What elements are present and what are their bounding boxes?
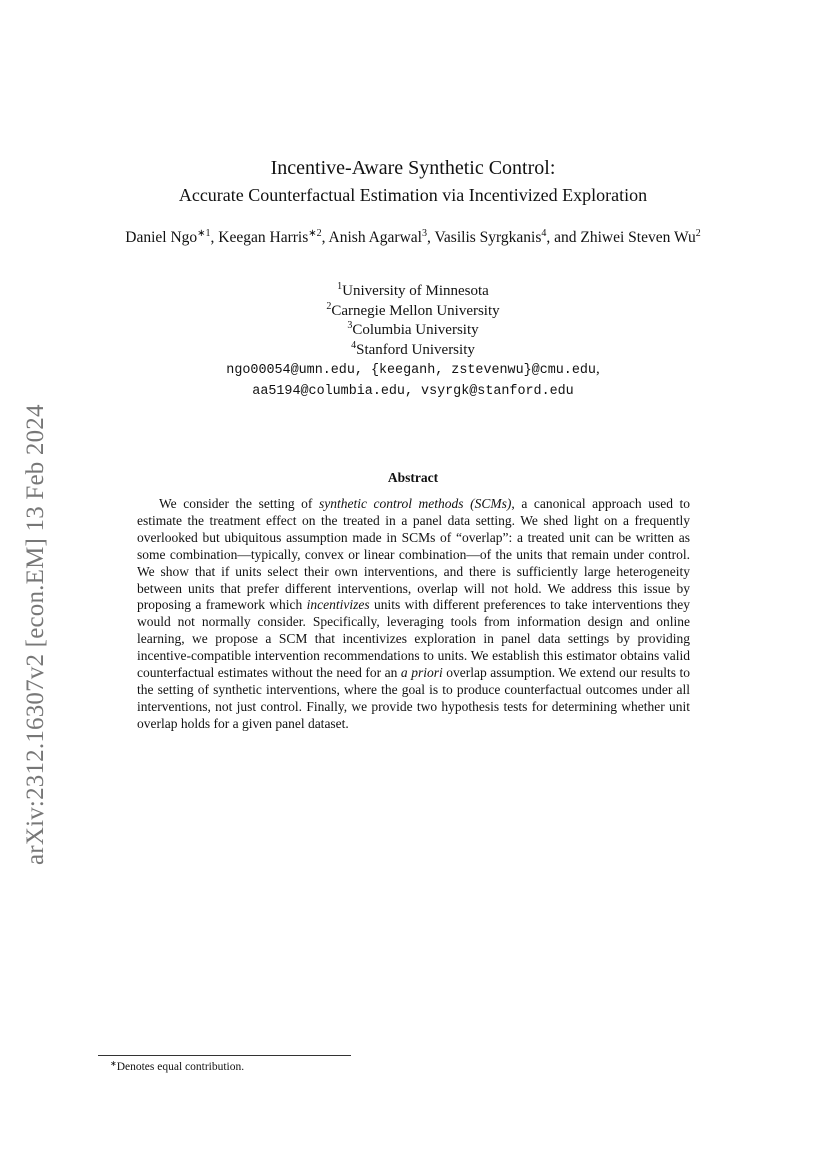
affiliation-name: Carnegie Mellon University xyxy=(331,302,500,319)
author-name: Daniel Ngo xyxy=(125,229,198,246)
email-line xyxy=(98,360,728,381)
author-mark: ∗2 xyxy=(308,228,322,239)
abstract-text: units with different preferences to take interventions they would not normally consider. Specifically, leveraging tools from information design and online learning, we propose a SCM that incentivizes exploration in panel data settings by providing incentive-compatible intervention recommendations to units. We establish this estimator obtains valid counterfactual estimates without the need for an xyxy=(137,597,690,681)
email-line xyxy=(98,381,728,402)
affiliation xyxy=(98,321,728,341)
abstract-text: overlap assumption. We extend our results to the setting of synthetic interventions, where the goal is to produce counterfactual outcomes under all interventions, not just control. Finally, we provide two hypothesis tests for determining whether unit overlap holds for a given panel dataset. xyxy=(137,665,690,731)
email-separator: , xyxy=(595,361,600,377)
author-mark: 2 xyxy=(695,228,701,239)
abstract-heading: Abstract xyxy=(387,470,439,485)
footnote-mark: ∗ xyxy=(110,1059,117,1068)
abstract-text: , a canonical approach used to estimate the treatment effect on the treated in a panel data setting. We shed light on a frequently overlooked but ubiquitous assumption made in SCMs of “overlap”: a treated unit can be written as some combination—typically, convex or linear combination—of the units that remain under control. We show that if units select their own interventions, and there is sufficiently large heterogeneity between units that prefer different interventions, overlap will not hold. We address this issue by proposing a framework which xyxy=(137,496,691,613)
author-mark: 4 xyxy=(541,228,547,239)
abstract-emphasis: a priori xyxy=(400,665,443,681)
title-block xyxy=(98,155,728,207)
abstract-emphasis: incentivizes xyxy=(306,597,370,613)
affiliation-mark: 1 xyxy=(337,281,343,292)
affiliation xyxy=(98,302,728,322)
abstract-text: We consider the setting of xyxy=(159,496,319,511)
author-list xyxy=(98,228,728,248)
author-name: Keegan Harris xyxy=(218,229,309,246)
paper-title: Incentive-Aware Synthetic Control: xyxy=(270,157,556,179)
affiliations xyxy=(98,282,728,401)
affiliation-mark: 2 xyxy=(326,300,332,312)
author-name: Vasilis Syrgkanis xyxy=(434,229,542,246)
affiliation xyxy=(98,282,728,302)
author-separator: , xyxy=(210,229,219,246)
email-text[interactable]: aa5194@columbia.edu, vsyrgk@stanford.edu xyxy=(252,383,574,399)
arxiv-identifier: arXiv:2312.16307v2 [econ.EM] 13 Feb 2024 xyxy=(22,404,49,865)
affiliation-name: Stanford University xyxy=(356,341,475,358)
affiliation-name: Columbia University xyxy=(352,322,479,338)
author-separator: , xyxy=(321,229,329,246)
affiliation xyxy=(98,341,728,361)
abstract-body xyxy=(137,496,690,733)
author-mark: ∗1 xyxy=(197,228,211,239)
author-name: Zhiwei Steven Wu xyxy=(580,229,696,246)
affiliation-name: University of Minnesota xyxy=(342,283,489,299)
footnote xyxy=(110,1059,244,1073)
footnote-text: Denotes equal contribution. xyxy=(116,1061,245,1073)
author-name: Anish Agarwal xyxy=(328,229,422,246)
email-text[interactable]: ngo00054@umn.edu, {keeganh, zstevenwu}@cmu.edu xyxy=(226,363,596,378)
footnote-rule xyxy=(98,1055,351,1056)
author-separator: , xyxy=(426,229,435,246)
abstract-emphasis: synthetic control methods (SCMs) xyxy=(318,496,512,511)
author-mark: 3 xyxy=(421,228,427,239)
paper-subtitle: Accurate Counterfactual Estimation via Incentivized Exploration xyxy=(178,185,648,205)
author-separator: , and xyxy=(546,229,581,246)
affiliation-mark: 4 xyxy=(351,339,357,351)
affiliation-mark: 3 xyxy=(347,320,353,331)
